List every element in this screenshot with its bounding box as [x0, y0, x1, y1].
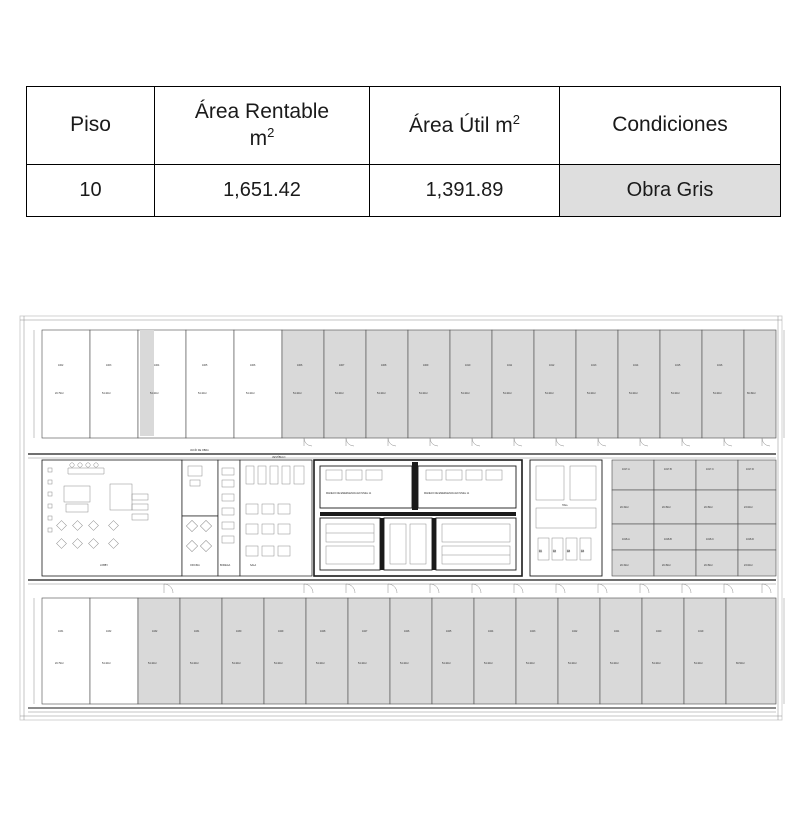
- svg-text:54.42m²: 54.42m²: [461, 392, 470, 395]
- svg-text:20.19m²: 20.19m²: [620, 506, 629, 509]
- svg-text:54.42m²: 54.42m²: [545, 392, 554, 395]
- unit-id-label: 1003: [106, 364, 112, 367]
- svg-text:20.39m²: 20.39m²: [662, 564, 671, 567]
- floor-plan-drawing: [14, 308, 792, 728]
- svg-text:54.42m²: 54.42m²: [148, 662, 157, 665]
- table-body: [27, 165, 781, 217]
- lobby-label: LOBBY: [100, 564, 108, 567]
- cell-condiciones: Obra Gris: [560, 165, 781, 217]
- core-emergency-label: MANEJO DE EMERGENCIA EN NIVEL 11: [424, 492, 470, 495]
- column-header-area-rentable: [155, 87, 370, 165]
- svg-text:54.42m²: 54.42m²: [713, 392, 722, 395]
- table-row: [27, 165, 781, 217]
- column-header-area-rentable-unit: m: [249, 127, 268, 150]
- svg-text:66.49m²: 66.49m²: [747, 392, 756, 395]
- svg-text:54.42m²: 54.42m²: [484, 662, 493, 665]
- top-shaded-units: [282, 330, 776, 438]
- svg-text:54.42m²: 54.42m²: [400, 662, 409, 665]
- svg-text:54.42m²: 54.42m²: [587, 392, 596, 395]
- svg-text:20.19m²: 20.19m²: [620, 564, 629, 567]
- svg-text:54.42m²: 54.42m²: [568, 662, 577, 665]
- svg-text:1006: 1006: [297, 364, 303, 367]
- unit-id-label: 1004: [154, 364, 160, 367]
- svg-text:1017-A: 1017-A: [622, 468, 630, 471]
- unit-area-label: 20.79m²: [55, 392, 64, 395]
- bottom-row-units: [42, 598, 776, 704]
- column-header-area-util-label: Área Útil m: [408, 113, 513, 137]
- svg-text:23.02m²: 23.02m²: [744, 506, 753, 509]
- svg-text:1018-A: 1018-A: [622, 538, 630, 541]
- svg-text:54.42m²: 54.42m²: [232, 662, 241, 665]
- unit-area-label: 54.42m²: [150, 392, 159, 395]
- svg-text:1015: 1015: [675, 364, 681, 367]
- svg-text:1032: 1032: [106, 630, 112, 633]
- svg-text:1018-C: 1018-C: [706, 538, 714, 541]
- svg-text:1009: 1009: [423, 364, 429, 367]
- lobby-furnished-area: [42, 460, 182, 576]
- svg-text:1018-D: 1018-D: [746, 538, 754, 541]
- column-header-area-util-sup: 2: [512, 111, 521, 127]
- svg-text:23.02m²: 23.02m²: [744, 564, 753, 567]
- cell-piso: 10: [27, 165, 155, 217]
- svg-text:1013: 1013: [591, 364, 597, 367]
- column-header-area-rentable-sup: 2: [267, 125, 275, 140]
- svg-text:1012: 1012: [549, 364, 555, 367]
- svg-text:1025: 1025: [446, 630, 452, 633]
- svg-text:54.42m²: 54.42m²: [293, 392, 302, 395]
- svg-text:54.42m²: 54.42m²: [526, 662, 535, 665]
- svg-text:E3: E3: [567, 550, 570, 553]
- unit-area-label: 54.42m²: [102, 392, 111, 395]
- column-header-area-rentable-label: Área Rentable: [194, 99, 330, 123]
- svg-text:1011: 1011: [507, 364, 513, 367]
- column-header-area-util: [370, 87, 560, 165]
- svg-text:54.42m²: 54.42m²: [629, 392, 638, 395]
- svg-text:1020: 1020: [656, 630, 662, 633]
- svg-text:1018-B: 1018-B: [664, 538, 672, 541]
- svg-text:54.42m²: 54.42m²: [274, 662, 283, 665]
- svg-text:1007: 1007: [339, 364, 345, 367]
- svg-text:1023: 1023: [530, 630, 536, 633]
- svg-text:1030: 1030: [236, 630, 242, 633]
- svg-text:20.39m²: 20.39m²: [704, 506, 713, 509]
- right-block-units: [612, 460, 776, 576]
- svg-text:1028: 1028: [320, 630, 326, 633]
- room-label: BODEGA: [220, 564, 231, 567]
- svg-text:54.42m²: 54.42m²: [377, 392, 386, 395]
- svg-text:E2: E2: [553, 550, 556, 553]
- svg-text:1017-C: 1017-C: [706, 468, 714, 471]
- svg-text:54.42m²: 54.42m²: [503, 392, 512, 395]
- table-header-row: [27, 87, 781, 165]
- room-label: VESTÍBULO: [272, 456, 286, 459]
- svg-text:1032: 1032: [152, 630, 158, 633]
- svg-text:1016: 1016: [717, 364, 723, 367]
- svg-text:1026: 1026: [404, 630, 410, 633]
- unit-area-label: 54.42m²: [198, 392, 207, 395]
- svg-text:1029: 1029: [278, 630, 284, 633]
- column-header-piso: Piso: [27, 87, 155, 165]
- svg-text:1022: 1022: [572, 630, 578, 633]
- room-label: OFICINA: [190, 564, 200, 567]
- svg-text:54.42m²: 54.42m²: [671, 392, 680, 395]
- svg-text:54.42m²: 54.42m²: [694, 662, 703, 665]
- table-header: [27, 87, 781, 165]
- svg-text:54.42m²: 54.42m²: [652, 662, 661, 665]
- svg-text:1027: 1027: [362, 630, 368, 633]
- svg-text:54.42m²: 54.42m²: [190, 662, 199, 665]
- core-emergency-label: MANEJO DE EMERGENCIA EN NIVEL 11: [326, 492, 372, 495]
- core-right-block: [530, 460, 602, 576]
- room-label: SALA: [250, 564, 257, 567]
- svg-text:1017-B: 1017-B: [664, 468, 672, 471]
- hall-label: HALL: [562, 504, 568, 507]
- svg-text:20.39m²: 20.39m²: [704, 564, 713, 567]
- svg-text:54.42m²: 54.42m²: [102, 662, 111, 665]
- svg-text:E4: E4: [581, 550, 584, 553]
- floor-info-table: [26, 86, 781, 217]
- svg-text:1019: 1019: [698, 630, 704, 633]
- svg-text:54.42m²: 54.42m²: [316, 662, 325, 665]
- mid-offices: [182, 456, 312, 576]
- svg-text:54.42m²: 54.42m²: [358, 662, 367, 665]
- svg-text:1031: 1031: [194, 630, 200, 633]
- column-header-condiciones: Condiciones: [560, 87, 781, 165]
- building-core: [314, 460, 522, 576]
- svg-text:54.42m²: 54.42m²: [442, 662, 451, 665]
- cell-area-util: 1,391.89: [370, 165, 560, 217]
- svg-text:1021: 1021: [614, 630, 620, 633]
- svg-text:1014: 1014: [633, 364, 639, 367]
- svg-text:1010: 1010: [465, 364, 471, 367]
- top-left-white-units: [42, 330, 282, 438]
- unit-area-label: 54.42m²: [246, 392, 255, 395]
- svg-text:54.42m²: 54.42m²: [335, 392, 344, 395]
- svg-text:1031: 1031: [58, 630, 64, 633]
- svg-text:1008: 1008: [381, 364, 387, 367]
- svg-text:66.52m²: 66.52m²: [736, 662, 745, 665]
- cell-area-rentable: 1,651.42: [155, 165, 370, 217]
- svg-text:20.39m²: 20.39m²: [662, 506, 671, 509]
- svg-text:E1: E1: [539, 550, 542, 553]
- svg-text:54.42m²: 54.42m²: [610, 662, 619, 665]
- svg-text:54.42m²: 54.42m²: [419, 392, 428, 395]
- unit-id-label: 1002: [58, 364, 64, 367]
- svg-text:1024: 1024: [488, 630, 494, 633]
- unit-id-label: 1006: [250, 364, 256, 367]
- svg-text:20.79m²: 20.79m²: [55, 662, 64, 665]
- corridor-label: VACÍO DE OBRA: [190, 449, 209, 452]
- svg-text:1017-D: 1017-D: [746, 468, 754, 471]
- unit-id-label: 1005: [202, 364, 208, 367]
